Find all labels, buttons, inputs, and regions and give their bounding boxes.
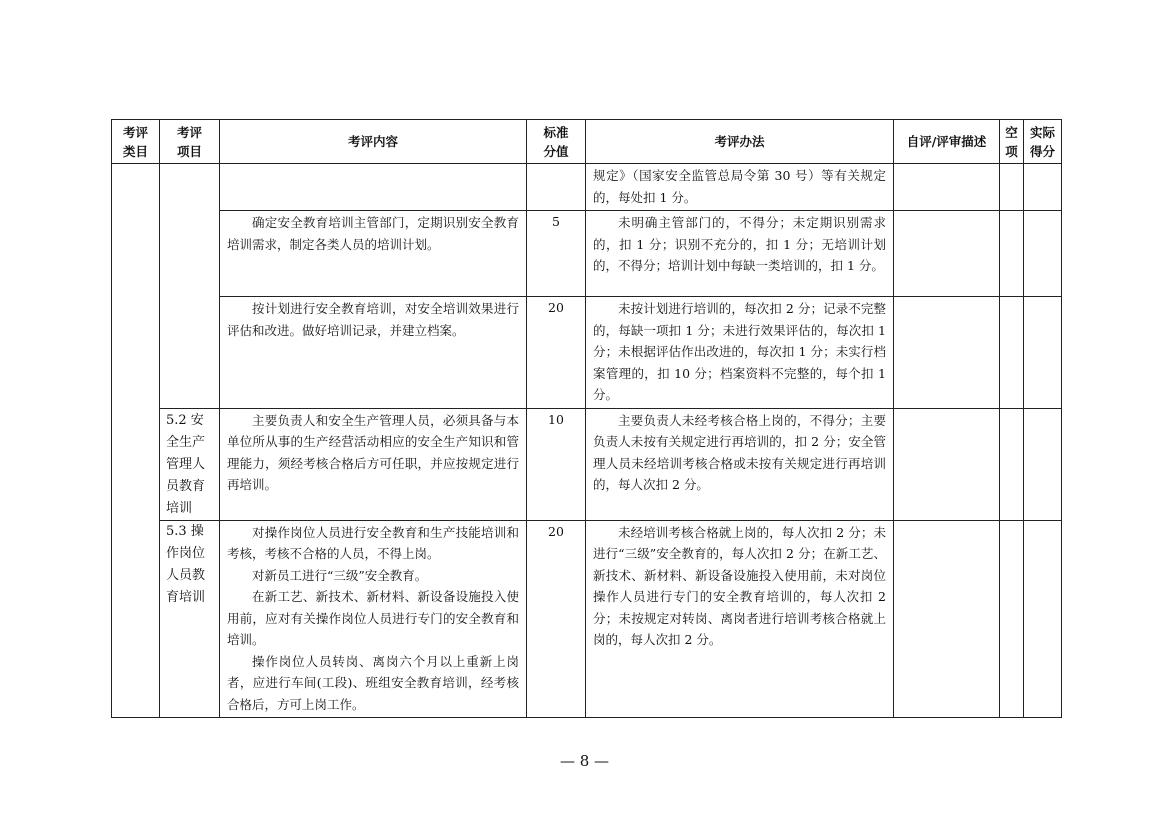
content-cell [220, 164, 527, 211]
evaluation-table [111, 119, 1062, 718]
table-row [112, 211, 1062, 297]
empty-cell [1000, 297, 1024, 409]
score-cell: 20 [527, 520, 586, 718]
header-method: 考评办法 [586, 120, 894, 164]
self-eval-cell [894, 408, 1000, 520]
method-cell [586, 211, 894, 297]
method-text: 规定》（国家安全监管总局令第 30 号）等有关规定的，每处扣 1 分。 [593, 168, 886, 205]
method-text: 未按计划进行培训的，每次扣 2 分；记录不完整的，每缺一项扣 1 分；未进行效果评估的，每次扣 1 分；未根据评估作出改进的，每次扣 1 分；未实行档案管理的，扣 10 分；档案资料不完整的，每个扣 1 分。 [593, 301, 886, 402]
empty-cell [1000, 211, 1024, 297]
method-cell [586, 297, 894, 409]
content-text: 主要负责人和安全生产管理人员，必须具备与本单位所从事的生产经营活动相应的安全生产知识和管理能力，须经考核合格后方可任职，并应按规定进行再培训。 [227, 412, 519, 492]
method-text: 未经培训考核合格就上岗的，每人次扣 2 分；未进行“三级”安全教育的，每人次扣 2 分；在新工艺、新技术、新材料、新设备设施投入使用前，未对岗位操作人员进行专门的安全教育培训的，每人次扣 2 分；未按规定对转岗、离岗者进行培训考核合格就上岗的，每人次扣 2 分。 [593, 524, 886, 647]
table-row [112, 297, 1062, 409]
header-self-eval: 自评/评审描述 [894, 120, 1000, 164]
table-row [112, 408, 1062, 520]
header-actual: 实际得分 [1024, 120, 1062, 164]
empty-cell [1000, 408, 1024, 520]
score-cell: 10 [527, 408, 586, 520]
category-cell [112, 164, 160, 718]
header-item: 考评项目 [160, 120, 220, 164]
content-cell [220, 408, 527, 520]
header-score: 标准分值 [527, 120, 586, 164]
method-cell [586, 520, 894, 718]
actual-score-cell [1024, 164, 1062, 211]
empty-cell [1000, 520, 1024, 718]
actual-score-cell [1024, 408, 1062, 520]
content-cell [220, 520, 527, 718]
item-cell [160, 408, 220, 520]
content-cell [220, 297, 527, 409]
self-eval-cell [894, 520, 1000, 718]
content-text: 按计划进行安全教育培训，对安全培训效果进行评估和改进。做好培训记录，并建立档案。 [227, 301, 519, 338]
item-text: 5.3 操作岗位人员教育培训 [166, 523, 206, 605]
actual-score-cell [1024, 520, 1062, 718]
item-text: 5.2 安全生产管理人员教育培训 [166, 412, 206, 516]
content-text: 在新工艺、新技术、新材料、新设备设施投入使用前，应对有关操作岗位人员进行专门的安全教育和培训。 [227, 589, 519, 647]
score-cell: 20 [527, 297, 586, 409]
content-text: 确定安全教育培训主管部门，定期识别安全教育培训需求，制定各类人员的培训计划。 [227, 215, 519, 252]
method-cell [586, 164, 894, 211]
actual-score-cell [1024, 211, 1062, 297]
method-text: 主要负责人未经考核合格上岗的，不得分；主要负责人未按有关规定进行再培训的，扣 2 分；安全管理人员未经培训考核合格或未按有关规定进行再培训的，每人次扣 2 分。 [593, 412, 886, 492]
score-cell: 5 [527, 211, 586, 297]
header-category: 考评类目 [112, 120, 160, 164]
score-cell [527, 164, 586, 211]
method-text: 未明确主管部门的，不得分；未定期识别需求的，扣 1 分；识别不充分的，扣 1 分；无培训计划的，不得分；培训计划中每缺一类培训的，扣 1 分。 [593, 215, 886, 273]
self-eval-cell [894, 211, 1000, 297]
item-cell [160, 520, 220, 718]
header-empty: 空项 [1000, 120, 1024, 164]
method-cell [586, 408, 894, 520]
table-row [112, 164, 1062, 211]
page-number: — 8 — [559, 752, 610, 770]
table-row [112, 520, 1062, 718]
content-text: 对新员工进行“三级”安全教育。 [252, 567, 428, 583]
empty-cell [1000, 164, 1024, 211]
self-eval-cell [894, 297, 1000, 409]
actual-score-cell [1024, 297, 1062, 409]
content-cell [220, 211, 527, 297]
item-cell-continued [160, 164, 220, 409]
self-eval-cell [894, 164, 1000, 211]
content-text: 操作岗位人员转岗、离岗六个月以上重新上岗者，应进行车间(工段)、班组安全教育培训，经考核合格后，方可上岗工作。 [227, 653, 519, 712]
content-text: 对操作岗位人员进行安全教育和生产技能培训和考核，考核不合格的人员，不得上岗。 [227, 524, 519, 561]
table-header-row [112, 120, 1062, 164]
header-content: 考评内容 [220, 120, 527, 164]
